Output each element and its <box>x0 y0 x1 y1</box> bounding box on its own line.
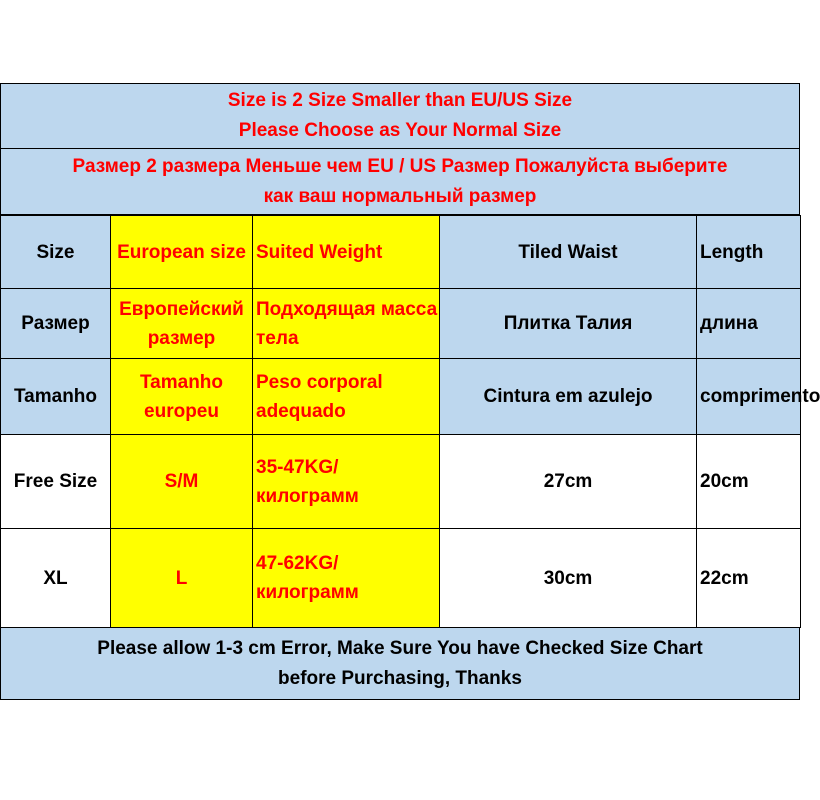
table-row <box>1 435 801 529</box>
header-row-portuguese <box>1 359 801 435</box>
header-row-english <box>1 216 801 289</box>
suited-weight-cell: 47-62KG/килограмм <box>253 529 440 628</box>
col-size-header-pt: Tamanho <box>1 359 111 435</box>
col-european-size-header-ru: Европейский размер <box>111 289 253 359</box>
size-cell: Free Size <box>1 435 111 529</box>
col-european-size-header: European size <box>111 216 253 289</box>
col-suited-weight-header-ru: Подходящая масса тела <box>253 289 440 359</box>
footer-notice <box>0 628 800 700</box>
footer-line-2: before Purchasing, Thanks <box>278 667 522 689</box>
tiled-waist-cell: 30cm <box>440 529 697 628</box>
size-cell: XL <box>1 529 111 628</box>
size-chart <box>0 83 820 700</box>
notice-ru-line-2: как ваш нормальный размер <box>263 185 537 207</box>
col-size-header: Size <box>1 216 111 289</box>
col-size-header-ru: Размер <box>1 289 111 359</box>
col-length-header: Length <box>697 216 801 289</box>
length-cell: 22cm <box>697 529 801 628</box>
european-size-cell: S/M <box>111 435 253 529</box>
size-table <box>0 215 820 628</box>
length-cell: 20cm <box>697 435 801 529</box>
tiled-waist-cell: 27cm <box>440 435 697 529</box>
footer-line-1: Please allow 1-3 cm Error, Make Sure You have Checked Size Chart <box>97 637 703 659</box>
european-size-cell: L <box>111 529 253 628</box>
notice-russian <box>0 149 800 215</box>
col-european-size-header-pt: Tamanho europeu <box>111 359 253 435</box>
header-row-russian <box>1 289 801 359</box>
col-tiled-waist-header: Tiled Waist <box>440 216 697 289</box>
col-length-header-pt: comprimento <box>697 359 801 435</box>
notice-line-2: Please Choose as Your Normal Size <box>238 120 562 141</box>
col-suited-weight-header: Suited Weight <box>253 216 440 289</box>
table-row <box>1 529 801 628</box>
notice-line-1: Size is 2 Size Smaller than EU/US Size <box>227 90 573 111</box>
suited-weight-cell: 35-47KG/килограмм <box>253 435 440 529</box>
col-length-header-ru: длина <box>697 289 801 359</box>
col-tiled-waist-header-ru: Плитка Талия <box>440 289 697 359</box>
notice-english <box>0 83 800 149</box>
notice-ru-line-1: Размер 2 размера Меньше чем EU / US Размер Пожалуйста выберите <box>72 155 728 177</box>
col-suited-weight-header-pt: Peso corporal adequado <box>253 359 440 435</box>
col-tiled-waist-header-pt: Cintura em azulejo <box>440 359 697 435</box>
